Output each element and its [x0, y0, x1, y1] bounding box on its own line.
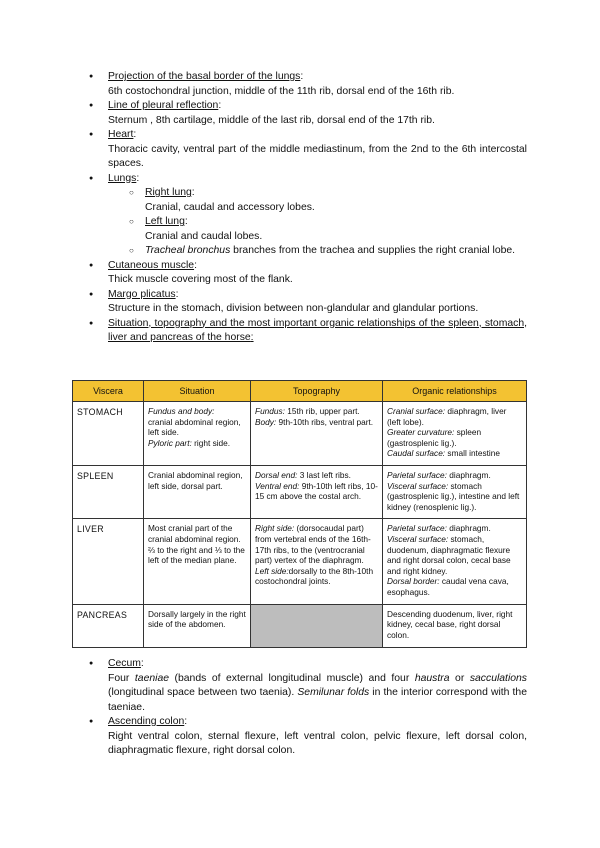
cell-italic: Caudal surface:: [387, 448, 446, 459]
cell-italic: Right side:: [255, 523, 295, 534]
cell-text: diaphragm.: [446, 469, 491, 480]
organic-cell: [383, 465, 527, 518]
list-item: ● Situation, topography and the most important organic relationships of the spleen, stomach, liver and pancreas of the horse:: [0, 317, 600, 346]
italic-run: Semilunar folds: [297, 687, 370, 698]
cell-text: 15th rib, upper part.: [284, 406, 360, 416]
cell-italic: Body:: [255, 416, 277, 427]
sub-heading: Left lung: [145, 216, 185, 227]
text-run: or: [449, 672, 470, 684]
item-heading: Projection of the basal border of the lungs: [108, 71, 301, 82]
list-item: ● Cecum: Four taeniae (bands of external longitudinal muscle) and four haustra or sacculations (longitudinal space between two taenia). Semilunar folds in the interior correspond with the taeniae.: [0, 657, 600, 715]
item-heading: Ascending colon: [108, 716, 185, 727]
cell-italic: Parietal surface:: [387, 523, 447, 534]
viscera-cell: PANCREAS: [73, 604, 144, 647]
table-row: [73, 604, 527, 647]
viscera-table: [72, 380, 527, 648]
cell-italic: Visceral surface:: [387, 533, 449, 544]
item-heading: Margo plicatus: [108, 288, 176, 300]
organic-cell: Descending duodenum, liver, right kidney, cecal base, right dorsal colon.: [383, 604, 527, 647]
cell-italic: Left side:: [255, 565, 289, 576]
cell-italic: Fundus and body:: [148, 406, 215, 416]
list-item: ● Margo plicatus: Structure in the stomach, division between non-glandular and glandular portions.: [0, 288, 600, 317]
situation-cell: Most cranial part of the cranial abdominal region. ⅔ to the right and ⅓ to the left of the median plane.: [144, 519, 251, 604]
item-text: Sternum , 8th cartilage, middle of the last rib, dorsal end of the 17th rib.: [108, 114, 435, 126]
table-row: [73, 519, 527, 604]
topography-cell: [251, 465, 383, 518]
notes-list-top: [0, 70, 600, 346]
cell-italic: Greater curvature:: [387, 427, 455, 438]
cell-text: cranial abdominal region, left side.: [148, 416, 241, 438]
situation-cell: [144, 402, 251, 466]
cell-text: dorsally to the 8th-10th costochondral joints.: [255, 565, 374, 587]
table-header-row: [73, 381, 527, 402]
sub-heading: Right lung: [145, 187, 192, 198]
item-text: Structure in the stomach, division between non-glandular and glandular portions.: [108, 303, 479, 314]
viscera-cell: SPLEEN: [73, 465, 144, 518]
sub-list-item: ○ Left lung: Cranial and caudal lobes.: [108, 215, 527, 244]
cell-italic: Visceral surface:: [387, 480, 449, 491]
list-item: ● Cutaneous muscle: Thick muscle covering most of the flank.: [0, 259, 600, 288]
list-item: ● Lungs: ○ Right lung: Cranial, caudal and accessory lobes. ○ Left lung: Cranial and caudal lobes. ○ Tracheal bronchus branches from the trachea and supplies the right cranial lobe.: [0, 172, 600, 259]
cell-italic: Pyloric part:: [148, 437, 192, 448]
item-heading: Heart: [108, 129, 134, 140]
viscera-cell: LIVER: [73, 519, 144, 604]
header-organic: Organic relationships: [383, 381, 527, 402]
sub-list: [108, 186, 527, 259]
cell-italic: Fundus:: [255, 406, 285, 416]
header-topography: Topography: [251, 381, 383, 402]
cell-italic: Dorsal end:: [255, 469, 298, 480]
sub-list-item: [108, 244, 527, 259]
cell-italic: Ventral end:: [255, 480, 300, 491]
list-item: ● Ascending colon: Right ventral colon, sternal flexure, left ventral colon, pelvic flexure, left dorsal colon, diaphragmatic flexure, right dorsal colon.: [0, 715, 600, 759]
notes-list-bottom: [0, 657, 600, 759]
text-run: (longitudinal space between two taenia).: [108, 687, 298, 698]
item-text: [108, 672, 527, 716]
organic-cell: [383, 519, 527, 604]
situation-cell: Cranial abdominal region, left side, dorsal part.: [144, 465, 251, 518]
sub-text: branches from the trachea and supplies the right cranial lobe.: [230, 245, 516, 256]
table-row: [73, 465, 527, 518]
cell-text: diaphragm, liver (left lobe).: [387, 406, 507, 427]
item-text: Thick muscle covering most of the flank.: [108, 274, 293, 285]
cell-text: small intestine: [445, 448, 500, 459]
cell-text: spleen (gastrosplenic lig.).: [387, 427, 482, 448]
cell-text: diaphragm.: [446, 523, 491, 534]
cell-text: stomach (gastrosplenic lig.), intestine and left kidney (renosplenic lig.).: [387, 480, 520, 512]
item-text: 6th costochondral junction, middle of the 11th rib, dorsal end of the 16th rib.: [108, 85, 455, 97]
cell-text: right side.: [191, 437, 231, 448]
italic-run: haustra: [414, 672, 450, 684]
header-situation: Situation: [144, 381, 251, 402]
item-heading: Line of pleural reflection: [108, 100, 219, 111]
cell-text: (dorsocaudal part) from vertebral ends of the 16th-17th ribs, to the (ventrocranial part) vertex of the diaphragm.: [255, 523, 371, 566]
topography-cell: [251, 402, 383, 466]
item-heading: Lungs: [108, 172, 137, 184]
viscera-cell: STOMACH: [73, 402, 144, 466]
cell-text: 9th-10th ribs, ventral part.: [276, 416, 374, 427]
cell-italic: Cranial surface:: [387, 406, 446, 416]
sub-list-item: ○ Right lung: Cranial, caudal and accessory lobes.: [108, 186, 527, 215]
item-heading: Cutaneous muscle: [108, 259, 195, 271]
cell-italic: Parietal surface:: [387, 469, 447, 480]
sub-text: Cranial and caudal lobes.: [145, 230, 263, 242]
situation-cell: Dorsally largely in the right side of the abdomen.: [144, 604, 251, 647]
cell-text: caudal vena cava, esophagus.: [387, 576, 509, 597]
cell-text: 9th-10th left ribs, 10-15 cm above the costal arch.: [255, 480, 378, 502]
topography-cell-empty: [251, 604, 383, 647]
list-item: ● Line of pleural reflection: Sternum , 8th cartilage, middle of the last rib, dorsal end of the 17th rib.: [0, 99, 600, 128]
sub-italic: Tracheal bronchus: [145, 245, 231, 256]
cell-text: 3 last left ribs.: [297, 469, 351, 480]
cell-italic: Dorsal border:: [387, 576, 440, 587]
table-row: [73, 402, 527, 466]
sub-text: Cranial, caudal and accessory lobes.: [145, 201, 315, 213]
header-viscera: Viscera: [73, 381, 144, 402]
list-item: ● Projection of the basal border of the lungs: 6th costochondral junction, middle of the 11th rib, dorsal end of the 16th rib.: [0, 70, 600, 99]
text-run: (bands of external longitudinal muscle) and four: [169, 672, 415, 684]
italic-run: taeniae: [134, 672, 169, 684]
italic-run: sacculations: [469, 672, 528, 684]
item-text: Right ventral colon, sternal flexure, left ventral colon, pelvic flexure, left dorsal colon, diaphragmatic flexure, right dorsal colon.: [108, 730, 527, 756]
text-run: in the interior correspond with the taeniae.: [108, 687, 527, 713]
item-heading: Cecum: [108, 658, 141, 669]
item-text: Thoracic cavity, ventral part of the middle mediastinum, from the 2nd to the 6th intercostal spaces.: [108, 143, 527, 169]
list-item: ● Heart: Thoracic cavity, ventral part of the middle mediastinum, from the 2nd to the 6th intercostal spaces.: [0, 128, 600, 172]
organic-cell: [383, 402, 527, 466]
item-heading: Situation, topography and the most important organic relationships of the spleen, stomach, liver and pancreas of the horse: [108, 317, 527, 343]
cell-text: stomach, duodenum, diaphragmatic flexure and right dorsal colon, cecal base and right kidney.: [387, 533, 511, 576]
topography-cell: [251, 519, 383, 604]
text-run: Four: [108, 672, 135, 684]
